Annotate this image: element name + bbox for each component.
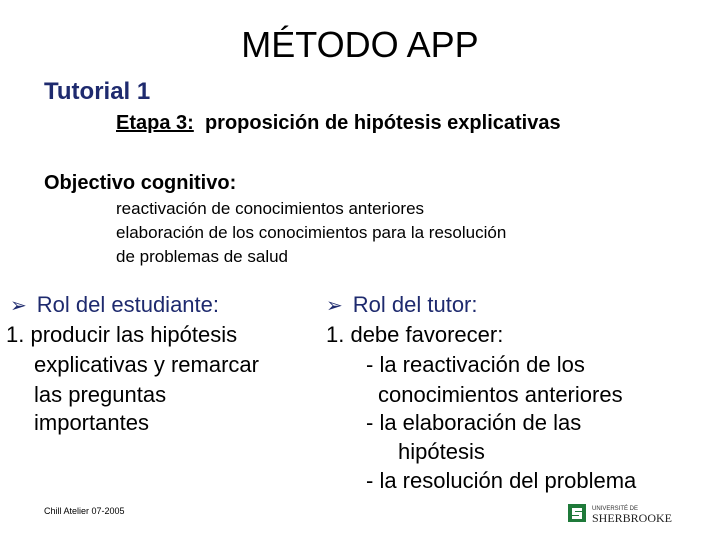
- tutor-line: - la reactivación de los: [366, 352, 585, 377]
- student-line: explicativas y remarcar: [34, 352, 259, 377]
- logo-small-text: UNIVERSITÉ DE: [592, 506, 639, 512]
- footer-credit: Chill Atelier 07-2005: [44, 506, 125, 516]
- tutor-line: conocimientos anteriores: [378, 382, 623, 407]
- tutor-role-heading: [326, 292, 478, 318]
- tutorial-label: Tutorial 1: [44, 78, 151, 105]
- objective-line: de problemas de salud: [116, 247, 289, 266]
- tutor-line: - la resolución del problema: [366, 468, 637, 493]
- objective-line: reactivación de conocimientos anteriores: [116, 199, 425, 218]
- student-line: las preguntas: [34, 382, 167, 407]
- tutor-heading-text: Rol del tutor:: [352, 292, 478, 317]
- student-line: 1. producir las hipótesis: [6, 322, 238, 347]
- tutor-line: - la elaboración de las: [366, 410, 582, 435]
- tutor-line: hipótesis: [398, 439, 485, 464]
- student-role-heading: [10, 292, 219, 318]
- objective-heading: Objectivo cognitivo:: [44, 172, 237, 194]
- stage-label: Etapa 3:: [116, 112, 194, 134]
- student-heading-text: Rol del estudiante:: [36, 292, 219, 317]
- university-logo-icon: [568, 500, 678, 528]
- arrow-bullet-icon: ➢: [326, 295, 343, 317]
- student-line: importantes: [34, 410, 149, 435]
- logo-large-text: SHERBROOKE: [592, 511, 673, 525]
- stage-line: [116, 112, 561, 135]
- stage-text: proposición de hipótesis explicativas: [204, 112, 561, 134]
- slide-title: MÉTODO APP: [241, 24, 479, 65]
- tutor-line: 1. debe favorecer:: [326, 322, 504, 347]
- university-logo: [568, 500, 678, 528]
- arrow-bullet-icon: ➢: [10, 295, 27, 317]
- objective-line: elaboración de los conocimientos para la resolución: [116, 223, 507, 242]
